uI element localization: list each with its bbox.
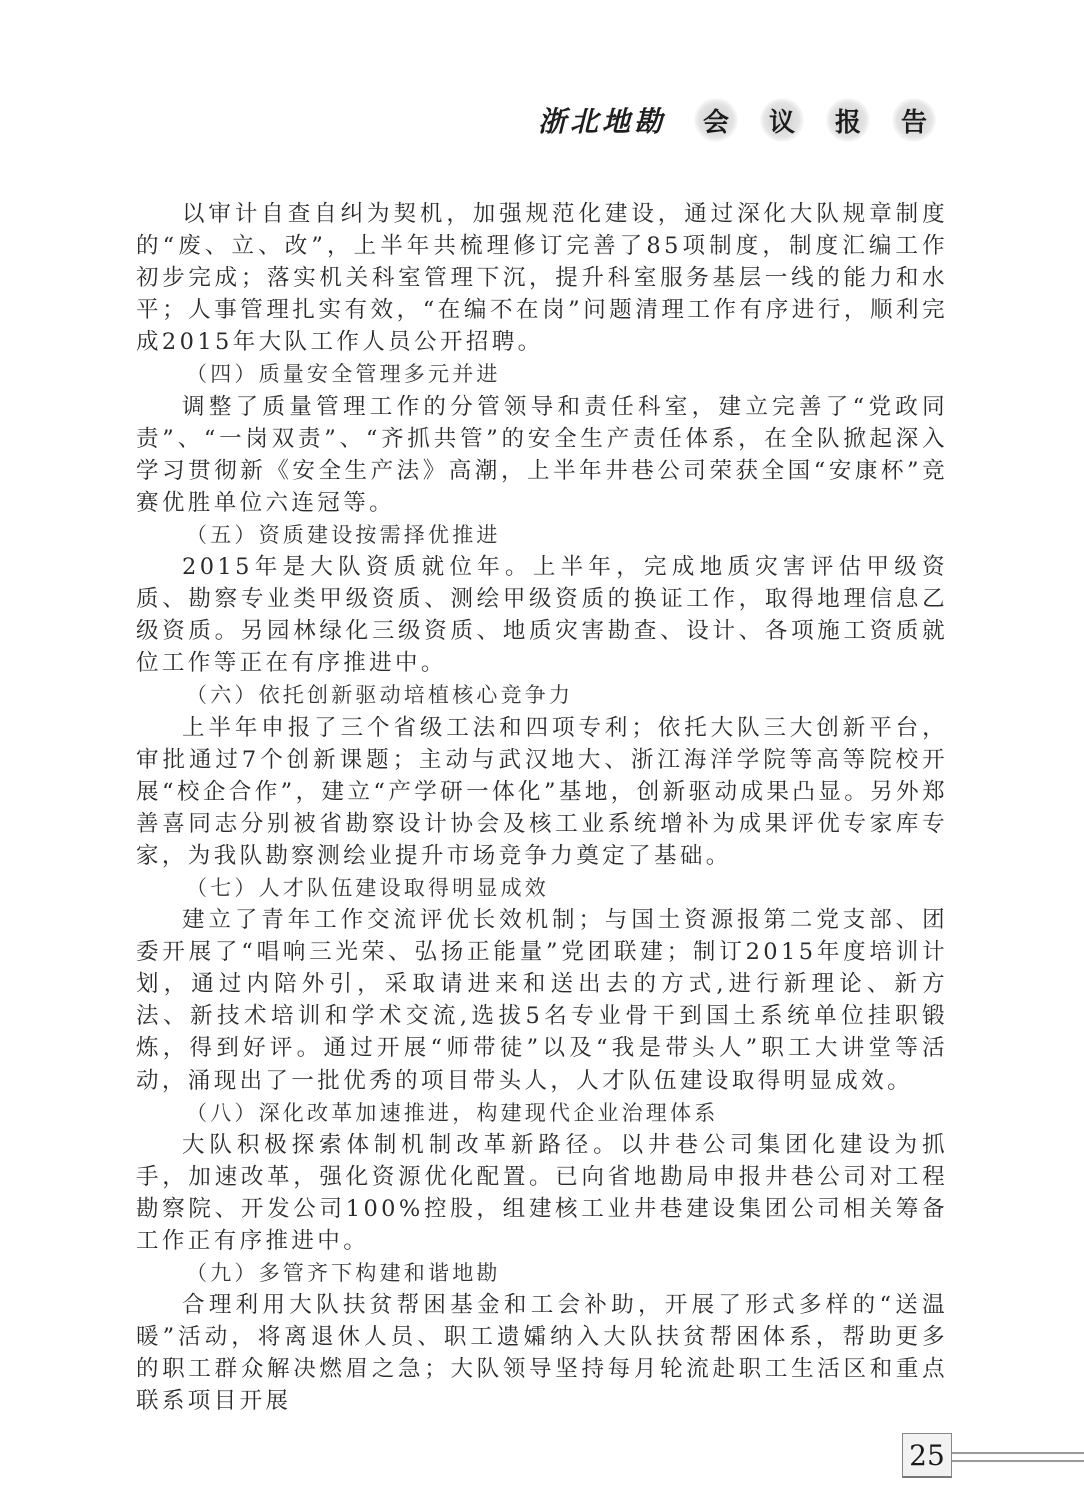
header-brand: 浙北地勘 [537,105,666,138]
section-heading: （四）质量安全管理多元并进 [186,362,501,387]
article-body [136,198,948,1418]
page-number: 25 [902,1433,952,1478]
section-title-char: 会 [694,98,738,142]
paragraph: 合理利用大队扶贫帮困基金和工会补助，开展了形式多样的“送温暖”活动，将离退休人员、职工遗孀纳入大队扶贫帮困体系，帮助更多的职工群众解决燃眉之急；大队领导坚持每月轮流赴职工生活区和重点联系项目开展 [136,1292,948,1415]
paragraph: 以审计自查自纠为契机，加强规范化建设，通过深化大队规章制度的“废、立、改”，上半年共梳理修订完善了85项制度，制度汇编工作初步完成；落实机关科室管理下沉，提升科室服务基层一线的能力和水平；人事管理扎实有效，“在编不在岗”问题清理工作有序进行，顺利完成2015年大队工作人员公开招聘。 [136,201,948,356]
section-title-char: 报 [826,98,870,142]
section-heading: （八）深化改革加速推进，构建现代企业治理体系 [186,1100,719,1125]
section-heading: （五）资质建设按需择优推进 [186,522,501,547]
section-heading: （九）多管齐下构建和谐地勘 [186,1261,501,1286]
paragraph: 2015年是大队资质就位年。上半年，完成地质灾害评估甲级资质、勘察专业类甲级资质、测绘甲级资质的换证工作，取得地理信息乙级资质。另园林绿化三级资质、地质灾害勘查、设计、各项施工资质就位工作等正在有序推进中。 [136,554,948,677]
section-heading: （七）人才队伍建设取得明显成效 [186,875,549,900]
footer-rule [952,1452,1084,1462]
section-title-char: 告 [892,98,936,142]
paragraph: 上半年申报了三个省级工法和四项专利；依托大队三大创新平台，审批通过7个创新课题；主动与武汉地大、浙江海洋学院等高等院校开展“校企合作”，建立“产学研一体化”基地，创新驱动成果凸显。另外郑善喜同志分别被省勘察设计协会及核工业系统增补为成果评优专家库专家，为我队勘察测绘业提升市场竞争力奠定了基础。 [136,714,948,869]
paragraph: 调整了质量管理工作的分管领导和责任科室，建立完善了“党政同责”、“一岗双责”、“齐抓共管”的安全生产责任体系，在全队掀起深入学习贯彻新《安全生产法》高潮，上半年井巷公司荣获全国“安康杯”竞赛优胜单位六连冠等。 [136,393,948,516]
paragraph: 大队积极探索体制机制改革新路径。以井巷公司集团化建设为抓手，加速改革，强化资源优化配置。已向省地勘局申报井巷公司对工程勘察院、开发公司100%控股，组建核工业井巷建设集团公司相关筹备工作正有序推进中。 [136,1131,948,1254]
section-title [694,98,936,142]
section-heading: （六）依托创新驱动培植核心竞争力 [186,683,574,708]
page-header [538,98,936,142]
section-title-char: 议 [760,98,804,142]
paragraph: 建立了青年工作交流评优长效机制；与国土资源报第二党支部、团委开展了“唱响三光荣、弘扬正能量”党团联建；制订2015年度培训计划，通过内陪外引，采取请进来和送出去的方式,进行新理论、新方法、新技术培训和学术交流,选拔5名专业骨干到国土系统单位挂职锻炼，得到好评。通过开展“师带徒”以及“我是带头人”职工大讲堂等活动，涌现出了一批优秀的项目带头人，人才队伍建设取得明显成效。 [136,907,948,1094]
